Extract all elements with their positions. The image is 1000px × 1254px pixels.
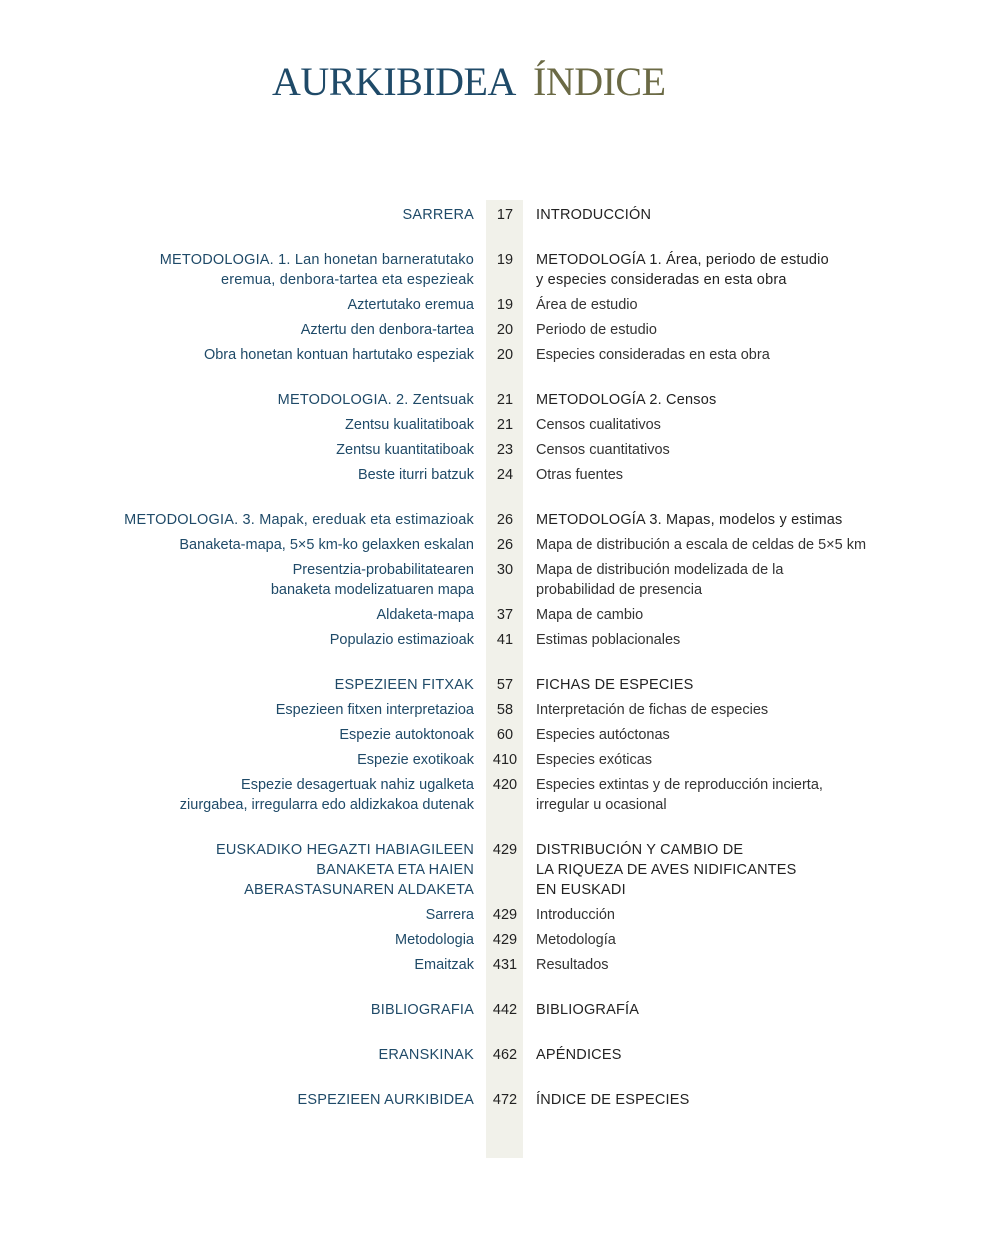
- toc-spanish-title: [536, 605, 976, 625]
- toc-basque-title: [0, 320, 474, 340]
- toc-section-entry[interactable]: [0, 1000, 1000, 1020]
- toc-basque-line: Aztertu den denbora-tartea: [300, 322, 474, 338]
- toc-basque-line: Beste iturri batzuk: [357, 467, 474, 483]
- toc-page-number: 37: [496, 607, 514, 623]
- toc-basque-title: [0, 700, 474, 720]
- toc-spanish-title: [536, 1000, 976, 1020]
- toc-basque-line: Obra honetan kontuan hartutako espeziak: [203, 347, 474, 363]
- toc-page-number: 26: [496, 537, 514, 553]
- toc-page-number: 23: [496, 442, 514, 458]
- toc-basque-line: Sarrera: [425, 907, 474, 923]
- toc-spanish-title: [536, 390, 976, 410]
- toc-spanish-line: METODOLOGÍA 3. Mapas, modelos y estimas: [536, 512, 843, 528]
- toc-spanish-line: Resultados: [536, 957, 609, 973]
- toc-spanish-title: [536, 775, 976, 815]
- toc-subentry[interactable]: [0, 320, 1000, 340]
- toc-spanish-line: Otras fuentes: [536, 467, 624, 483]
- toc-spanish-line: METODOLOGÍA 1. Área, periodo de estudio: [536, 252, 829, 268]
- toc-page-number: 429: [492, 842, 518, 858]
- toc-spanish-title: [536, 535, 976, 555]
- toc-basque-title: [0, 415, 474, 435]
- toc-spanish-title: [536, 930, 976, 950]
- toc-page-number: 431: [492, 957, 518, 973]
- toc-spanish-title: [536, 1045, 976, 1065]
- toc-basque-line: METODOLOGIA. 2. Zentsuak: [277, 392, 474, 408]
- toc-spanish-title: [536, 320, 976, 340]
- toc-subentry[interactable]: [0, 415, 1000, 435]
- toc-spanish-title: [536, 205, 976, 225]
- toc-spanish-line: Censos cuantitativos: [536, 442, 670, 458]
- toc-spanish-title: [536, 415, 976, 435]
- toc-basque-title: [0, 1045, 474, 1065]
- toc-basque-line: Emaitzak: [414, 957, 474, 973]
- toc-subentry[interactable]: [0, 905, 1000, 925]
- toc-spanish-line: Censos cualitativos: [536, 417, 661, 433]
- toc-page-number: 21: [496, 392, 514, 408]
- toc-basque-title: [0, 1000, 474, 1020]
- toc-page-number: 19: [496, 252, 514, 268]
- toc-spanish-line: ÍNDICE DE ESPECIES: [536, 1092, 690, 1108]
- toc-basque-title: [0, 930, 474, 950]
- toc-spanish-line: METODOLOGÍA 2. Censos: [536, 392, 717, 408]
- toc-basque-title: [0, 605, 474, 625]
- toc-page-number: 429: [492, 907, 518, 923]
- toc-basque-title: [0, 535, 474, 555]
- toc-spanish-title: [536, 465, 976, 485]
- toc-basque-line: Metodologia: [395, 932, 474, 948]
- toc-spanish-line: BIBLIOGRAFÍA: [536, 1002, 640, 1018]
- toc-subentry[interactable]: [0, 725, 1000, 745]
- toc-subentry[interactable]: [0, 750, 1000, 770]
- toc-basque-line: Espezie exotikoak: [357, 752, 474, 768]
- toc-spanish-line: DISTRIBUCIÓN Y CAMBIO DE: [536, 842, 744, 858]
- page-title-basque: AURKIBIDEA: [272, 59, 516, 104]
- toc-basque-line: Espezie desagertuak nahiz ugalketa: [241, 777, 474, 793]
- toc-spanish-title: [536, 560, 976, 600]
- toc-basque-title: [0, 295, 474, 315]
- toc-subentry[interactable]: [0, 955, 1000, 975]
- toc-section-entry[interactable]: [0, 250, 1000, 290]
- toc-spanish-line: Metodología: [536, 932, 616, 948]
- toc-spanish-line: EN EUSKADI: [536, 882, 626, 898]
- toc-basque-line: BANAKETA ETA HAIEN: [316, 862, 474, 878]
- toc-basque-title: [0, 205, 474, 225]
- toc-basque-title: [0, 630, 474, 650]
- toc-spanish-line: Especies exóticas: [536, 752, 653, 768]
- toc-spanish-line: APÉNDICES: [536, 1047, 622, 1063]
- toc-basque-line: ERANSKINAK: [378, 1047, 474, 1063]
- toc-subentry[interactable]: [0, 560, 1000, 600]
- toc-basque-title: [0, 775, 474, 815]
- toc-page-number: 429: [492, 932, 518, 948]
- toc-spanish-title: [536, 1090, 976, 1110]
- toc-section-entry[interactable]: [0, 1045, 1000, 1065]
- toc-basque-line: SARRERA: [402, 207, 474, 223]
- toc-page-number: 58: [496, 702, 514, 718]
- toc-basque-title: [0, 390, 474, 410]
- toc-subentry[interactable]: [0, 630, 1000, 650]
- toc-basque-line: METODOLOGIA. 3. Mapak, ereduak eta estimazioak: [124, 512, 474, 528]
- toc-basque-line: Populazio estimazioak: [329, 632, 474, 648]
- toc-spanish-line: Periodo de estudio: [536, 322, 657, 338]
- toc-basque-line: Espezie autoktonoak: [339, 727, 474, 743]
- toc-basque-line: ABERASTASUNAREN ALDAKETA: [244, 882, 474, 898]
- toc-basque-title: [0, 560, 474, 600]
- toc-section-entry[interactable]: [0, 205, 1000, 225]
- toc-page-number: 57: [496, 677, 514, 693]
- toc-spanish-title: [536, 440, 976, 460]
- toc-page-number: 20: [496, 322, 514, 338]
- toc-page-number: 30: [496, 562, 514, 578]
- toc-page-number: 24: [496, 467, 514, 483]
- toc-spanish-line: Especies autóctonas: [536, 727, 670, 743]
- toc-basque-title: [0, 465, 474, 485]
- toc-page-number: 420: [492, 777, 518, 793]
- toc-basque-line: BIBLIOGRAFIA: [370, 1002, 474, 1018]
- toc-subentry[interactable]: [0, 775, 1000, 815]
- toc-basque-line: ziurgabea, irregularra edo aldizkakoa dutenak: [179, 797, 474, 813]
- toc-spanish-title: [536, 750, 976, 770]
- toc-spanish-line: Interpretación de fichas de especies: [536, 702, 769, 718]
- toc-basque-line: Espezieen fitxen interpretazioa: [275, 702, 474, 718]
- toc-basque-title: [0, 955, 474, 975]
- toc-section-entry[interactable]: [0, 840, 1000, 900]
- toc-spanish-line: Especies consideradas en esta obra: [536, 347, 770, 363]
- toc-subentry[interactable]: [0, 700, 1000, 720]
- toc-spanish-line: INTRODUCCIÓN: [536, 207, 652, 223]
- toc-basque-title: [0, 1090, 474, 1110]
- toc-basque-line: eremua, denbora-tartea eta espezieak: [220, 272, 474, 288]
- toc-basque-title: [0, 725, 474, 745]
- toc-basque-title: [0, 440, 474, 460]
- toc-spanish-title: [536, 905, 976, 925]
- toc-page-number: 26: [496, 512, 514, 528]
- toc-basque-title: [0, 750, 474, 770]
- toc-page-number: 41: [496, 632, 514, 648]
- toc-subentry[interactable]: [0, 295, 1000, 315]
- toc-basque-line: Presentzia-probabilitatearen: [292, 562, 474, 578]
- toc-spanish-title: [536, 700, 976, 720]
- toc-basque-line: banaketa modelizatuaren mapa: [270, 582, 474, 598]
- toc-spanish-line: probabilidad de presencia: [536, 582, 703, 598]
- toc-spanish-line: FICHAS DE ESPECIES: [536, 677, 694, 693]
- toc-spanish-line: Área de estudio: [536, 297, 638, 313]
- toc-spanish-line: Estimas poblacionales: [536, 632, 681, 648]
- toc-spanish-line: irregular u ocasional: [536, 797, 667, 813]
- toc-page-number: 19: [496, 297, 514, 313]
- toc-basque-line: ESPEZIEEN FITXAK: [334, 677, 474, 693]
- page-title-spanish: ÍNDICE: [533, 59, 666, 104]
- toc-basque-line: METODOLOGIA. 1. Lan honetan barneratutako: [159, 252, 474, 268]
- toc-subentry[interactable]: [0, 605, 1000, 625]
- toc-spanish-line: Mapa de distribución modelizada de la: [536, 562, 784, 578]
- toc-spanish-line: y especies consideradas en esta obra: [536, 272, 787, 288]
- toc-basque-line: Aztertutako eremua: [347, 297, 474, 313]
- toc-subentry[interactable]: [0, 535, 1000, 555]
- toc-subentry[interactable]: [0, 930, 1000, 950]
- toc-spanish-title: [536, 630, 976, 650]
- toc-spanish-title: [536, 955, 976, 975]
- toc-basque-title: [0, 905, 474, 925]
- toc-spanish-title: [536, 345, 976, 365]
- toc-spanish-line: Mapa de distribución a escala de celdas de 5×5 km: [536, 537, 867, 553]
- toc-spanish-line: Introducción: [536, 907, 615, 923]
- toc-page-number: 442: [492, 1002, 518, 1018]
- toc-basque-title: [0, 675, 474, 695]
- toc-basque-line: Zentsu kualitatiboak: [345, 417, 474, 433]
- toc-spanish-line: Especies extintas y de reproducción incierta,: [536, 777, 823, 793]
- toc-section-entry[interactable]: [0, 675, 1000, 695]
- toc-basque-line: EUSKADIKO HEGAZTI HABIAGILEEN: [216, 842, 474, 858]
- toc-basque-line: Aldaketa-mapa: [376, 607, 474, 623]
- toc-page-number: 410: [492, 752, 518, 768]
- table-of-contents: [0, 205, 1000, 1115]
- toc-spanish-line: Mapa de cambio: [536, 607, 644, 623]
- toc-basque-line: Zentsu kuantitatiboak: [336, 442, 474, 458]
- toc-basque-title: [0, 345, 474, 365]
- toc-spanish-title: [536, 725, 976, 745]
- toc-basque-title: [0, 840, 474, 900]
- toc-spanish-title: [536, 510, 976, 530]
- toc-spanish-title: [536, 250, 976, 290]
- toc-section-entry[interactable]: [0, 1090, 1000, 1110]
- toc-page-number: 60: [496, 727, 514, 743]
- toc-basque-line: ESPEZIEEN AURKIBIDEA: [297, 1092, 474, 1108]
- toc-subentry[interactable]: [0, 345, 1000, 365]
- toc-spanish-title: [536, 295, 976, 315]
- toc-page-number: 17: [496, 207, 514, 223]
- toc-page-number: 462: [492, 1047, 518, 1063]
- toc-spanish-title: [536, 675, 976, 695]
- toc-spanish-line: LA RIQUEZA DE AVES NIDIFICANTES: [536, 862, 797, 878]
- toc-basque-title: [0, 250, 474, 290]
- toc-spanish-title: [536, 840, 976, 900]
- toc-section-entry[interactable]: [0, 510, 1000, 530]
- toc-page-number: 472: [492, 1092, 518, 1108]
- toc-page-number: 20: [496, 347, 514, 363]
- toc-basque-title: [0, 510, 474, 530]
- toc-subentry[interactable]: [0, 440, 1000, 460]
- toc-page-number: 21: [496, 417, 514, 433]
- toc-section-entry[interactable]: [0, 390, 1000, 410]
- toc-basque-line: Banaketa-mapa, 5×5 km-ko gelaxken eskalan: [179, 537, 474, 553]
- toc-subentry[interactable]: [0, 465, 1000, 485]
